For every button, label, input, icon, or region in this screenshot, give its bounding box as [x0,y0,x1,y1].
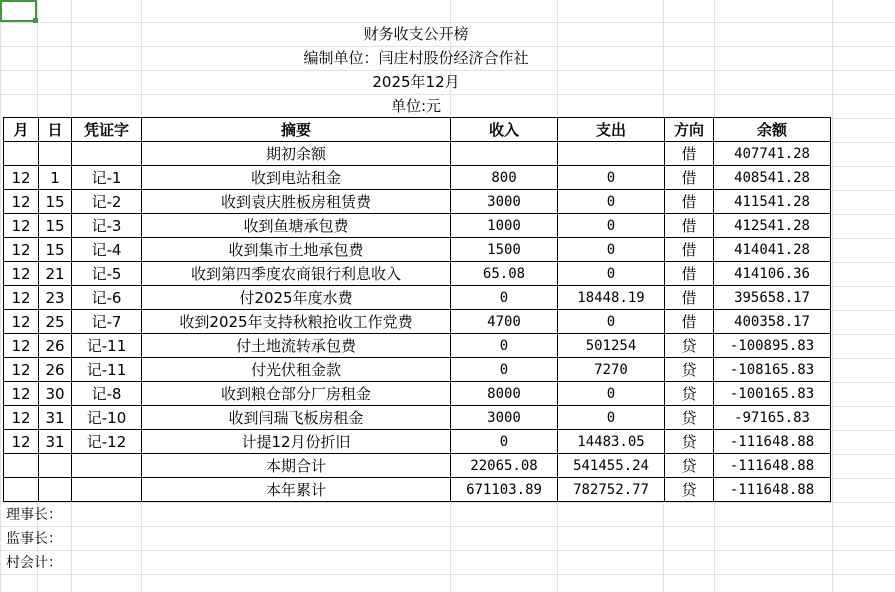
cell-direction[interactable]: 借 [665,310,714,334]
cell-income[interactable]: 0 [451,334,558,358]
cell-direction[interactable]: 贷 [665,382,714,406]
cell-expense[interactable] [558,142,665,166]
cell-month[interactable]: 12 [4,382,39,406]
cell-expense[interactable]: 782752.77 [558,478,665,502]
column-header-balance[interactable]: 余额 [714,118,831,142]
cell-balance[interactable]: -111648.88 [714,454,831,478]
cell-income[interactable]: 3000 [451,190,558,214]
table-header-row [4,118,831,142]
cell-income[interactable]: 4700 [451,310,558,334]
organization-line: 编制单位：闫庄村股份经济合作社 [303,49,529,67]
cell-direction[interactable]: 贷 [665,358,714,382]
cell-day[interactable]: 1 [39,166,72,190]
grid-row-line [0,526,895,527]
cell-day[interactable] [39,142,72,166]
cell-month[interactable] [4,142,39,166]
cell-expense[interactable]: 18448.19 [558,286,665,310]
cell-month[interactable]: 12 [4,310,39,334]
cell-income[interactable]: 1000 [451,214,558,238]
cell-day[interactable] [39,478,72,502]
table-row [4,430,831,454]
cell-voucher[interactable]: 记-4 [72,238,142,262]
cell-balance[interactable]: -111648.88 [714,478,831,502]
cell-voucher[interactable]: 记-1 [72,166,142,190]
grid-row-line [0,550,895,551]
cell-income[interactable]: 3000 [451,406,558,430]
column-header-expense[interactable]: 支出 [558,118,665,142]
cell-balance[interactable]: 395658.17 [714,286,831,310]
cell-balance[interactable]: -111648.88 [714,430,831,454]
cell-income[interactable]: 8000 [451,382,558,406]
cell-month[interactable]: 12 [4,358,39,382]
cell-month[interactable]: 12 [4,262,39,286]
cell-direction[interactable]: 借 [665,262,714,286]
table-row [4,454,831,478]
table-row [4,310,831,334]
cell-summary[interactable]: 收到集市土地承包费 [142,238,451,262]
cell-month[interactable] [4,454,39,478]
cell-balance[interactable]: -97165.83 [714,406,831,430]
cell-day[interactable]: 25 [39,310,72,334]
cell-month[interactable]: 12 [4,214,39,238]
table-row [4,478,831,502]
table-row [4,262,831,286]
cell-month[interactable]: 12 [4,166,39,190]
cell-income[interactable]: 0 [451,286,558,310]
cell-balance[interactable]: -108165.83 [714,358,831,382]
cell-voucher[interactable]: 记-10 [72,406,142,430]
grid-row-line [0,574,895,575]
cell-expense[interactable]: 0 [558,166,665,190]
supervisor-label: 监事长： [6,531,62,547]
cell-expense[interactable]: 0 [558,382,665,406]
table-row [4,382,831,406]
chairman-label: 理事长： [6,507,62,523]
cell-voucher[interactable]: 记-8 [72,382,142,406]
cell-voucher[interactable]: 记-11 [72,334,142,358]
cell-direction[interactable]: 贷 [665,430,714,454]
page-title: 财务收支公开榜 [363,25,469,43]
column-header-direction[interactable]: 方向 [665,118,714,142]
column-header-summary[interactable]: 摘要 [142,118,451,142]
column-header-voucher[interactable]: 凭证字 [72,118,142,142]
table-row [4,406,831,430]
cell-income[interactable]: 22065.08 [451,454,558,478]
cell-income[interactable]: 0 [451,430,558,454]
cell-voucher[interactable]: 记-12 [72,430,142,454]
cell-summary[interactable]: 收到第四季度农商银行利息收入 [142,262,451,286]
cell-direction[interactable]: 贷 [665,454,714,478]
cell-direction[interactable]: 借 [665,238,714,262]
cell-month[interactable]: 12 [4,430,39,454]
cell-direction[interactable]: 借 [665,214,714,238]
cell-direction[interactable]: 借 [665,166,714,190]
cell-balance[interactable]: -100895.83 [714,334,831,358]
cell-expense[interactable]: 7270 [558,358,665,382]
column-header-income[interactable]: 收入 [451,118,558,142]
cell-day[interactable]: 21 [39,262,72,286]
cell-day[interactable]: 15 [39,214,72,238]
cell-day[interactable]: 15 [39,238,72,262]
cell-balance[interactable]: 400358.17 [714,310,831,334]
period-line: 2025年12月 [372,73,460,91]
cell-summary[interactable]: 收到鱼塘承包费 [142,214,451,238]
cell-month[interactable]: 12 [4,334,39,358]
cell-summary[interactable]: 收到粮仓部分厂房租金 [142,382,451,406]
table-row [4,190,831,214]
table-row [4,166,831,190]
cell-balance[interactable]: 412541.28 [714,214,831,238]
cell-voucher[interactable] [72,478,142,502]
cell-voucher[interactable] [72,142,142,166]
cell-expense[interactable]: 0 [558,406,665,430]
cell-income[interactable]: 671103.89 [451,478,558,502]
cell-expense[interactable]: 541455.24 [558,454,665,478]
table-row [4,334,831,358]
cell-summary[interactable]: 付光伏租金款 [142,358,451,382]
cell-summary[interactable]: 付土地流转承包费 [142,334,451,358]
cell-voucher[interactable]: 记-3 [72,214,142,238]
cell-direction[interactable]: 借 [665,190,714,214]
cell-month[interactable]: 12 [4,286,39,310]
cell-summary[interactable]: 计提12月份折旧 [142,430,451,454]
cell-direction[interactable]: 借 [665,142,714,166]
cell-direction[interactable]: 借 [665,286,714,310]
cell-day[interactable]: 23 [39,286,72,310]
cell-month[interactable]: 12 [4,190,39,214]
cell-day[interactable]: 30 [39,382,72,406]
cell-expense[interactable]: 0 [558,310,665,334]
cell-summary[interactable]: 收到2025年支持秋粮抢收工作党费 [142,310,451,334]
cell-day[interactable] [39,454,72,478]
cell-balance[interactable]: 407741.28 [714,142,831,166]
cell-voucher[interactable]: 记-5 [72,262,142,286]
cell-balance[interactable]: 408541.28 [714,166,831,190]
cell-day[interactable]: 31 [39,406,72,430]
cell-summary[interactable]: 本期合计 [142,454,451,478]
currency-unit-line: 单位:元 [390,97,442,115]
cell-day[interactable]: 31 [39,430,72,454]
cell-balance[interactable]: -100165.83 [714,382,831,406]
cell-balance[interactable]: 414041.28 [714,238,831,262]
cell-voucher[interactable]: 记-2 [72,190,142,214]
cell-income[interactable]: 65.08 [451,262,558,286]
cell-income[interactable]: 1500 [451,238,558,262]
grid-column-line [832,0,833,592]
cell-direction[interactable]: 贷 [665,406,714,430]
cell-expense[interactable]: 501254 [558,334,665,358]
cell-voucher[interactable]: 记-6 [72,286,142,310]
grid-row-line [0,502,895,503]
table-row [4,238,831,262]
cell-balance[interactable]: 414106.36 [714,262,831,286]
cell-voucher[interactable]: 记-11 [72,358,142,382]
cell-summary[interactable]: 期初余额 [142,142,451,166]
cell-expense[interactable]: 0 [558,238,665,262]
cell-month[interactable] [4,478,39,502]
cell-month[interactable]: 12 [4,238,39,262]
ledger-table [3,117,831,502]
cell-day[interactable]: 26 [39,358,72,382]
cell-month[interactable]: 12 [4,406,39,430]
cell-summary[interactable]: 付2025年度水费 [142,286,451,310]
cell-summary[interactable]: 收到袁庆胜板房租赁费 [142,190,451,214]
cell-expense[interactable]: 0 [558,214,665,238]
cell-balance[interactable]: 411541.28 [714,190,831,214]
cell-summary[interactable]: 收到闫瑞飞板房租金 [142,406,451,430]
table-row [4,214,831,238]
table-row [4,358,831,382]
cell-summary[interactable]: 本年累计 [142,478,451,502]
cell-voucher[interactable]: 记-7 [72,310,142,334]
cell-direction[interactable]: 贷 [665,334,714,358]
cell-expense[interactable]: 0 [558,262,665,286]
cell-expense[interactable]: 0 [558,190,665,214]
cell-income[interactable] [451,142,558,166]
column-header-day[interactable]: 日 [39,118,72,142]
cell-voucher[interactable] [72,454,142,478]
cell-day[interactable]: 26 [39,334,72,358]
cell-income[interactable]: 0 [451,358,558,382]
table-row [4,286,831,310]
accountant-label: 村会计： [6,555,62,571]
cell-expense[interactable]: 14483.05 [558,430,665,454]
cell-direction[interactable]: 贷 [665,478,714,502]
column-header-month[interactable]: 月 [4,118,39,142]
cell-income[interactable]: 800 [451,166,558,190]
cell-day[interactable]: 15 [39,190,72,214]
selected-cell[interactable] [0,0,37,22]
cell-summary[interactable]: 收到电站租金 [142,166,451,190]
table-row [4,142,831,166]
